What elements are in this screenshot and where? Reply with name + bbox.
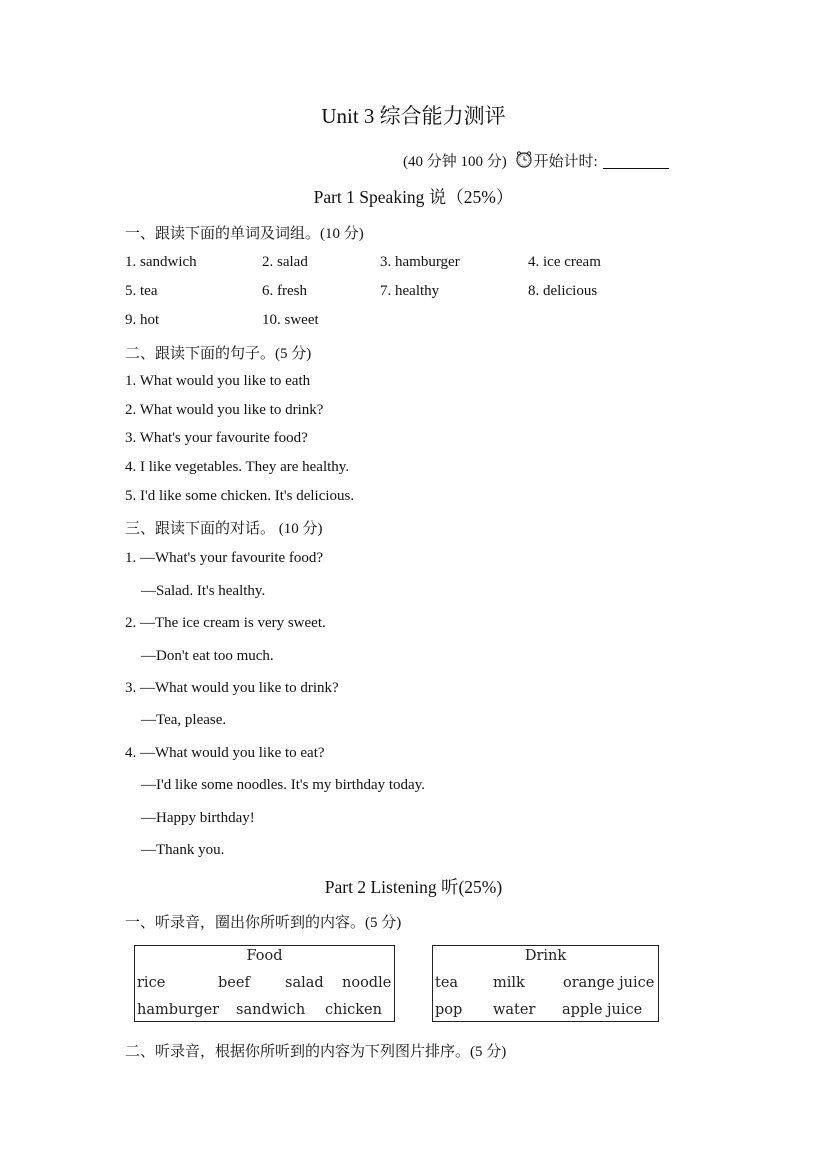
part2-heading: Part 2 Listening 听(25%) bbox=[324, 877, 503, 897]
timer-blank[interactable] bbox=[603, 154, 669, 169]
sentence-item: 3. What's your favourite food? bbox=[125, 430, 308, 446]
sentence-item: 5. I'd like some chicken. It's delicious. bbox=[125, 488, 355, 504]
word-item: 3. hamburger bbox=[380, 254, 460, 270]
word-item: 5. tea bbox=[125, 283, 158, 299]
word-item: 9. hot bbox=[125, 312, 160, 328]
drink-word[interactable]: orange juice bbox=[563, 975, 655, 991]
part1-heading: Part 1 Speaking 说（25%） bbox=[313, 187, 514, 207]
timer-label: 开始计时: bbox=[533, 154, 602, 170]
food-word[interactable]: noodle bbox=[342, 975, 392, 991]
sentence-item: 1. What would you like to eath bbox=[125, 373, 311, 389]
food-word[interactable]: beef bbox=[218, 975, 250, 991]
dialogue-line: —Don't eat too much. bbox=[141, 648, 274, 664]
part1-section2-instruction: 二、跟读下面的句子。(5 分) bbox=[125, 346, 312, 362]
dialogue-line: 3. —What would you like to drink? bbox=[125, 680, 339, 696]
test-meta bbox=[403, 150, 669, 171]
word-item: 7. healthy bbox=[380, 283, 440, 299]
dialogue-line: 1. —What's your favourite food? bbox=[125, 550, 324, 566]
dialogue-line: —Tea, please. bbox=[141, 712, 227, 728]
food-word[interactable]: rice bbox=[137, 975, 166, 991]
food-word[interactable]: chicken bbox=[325, 1002, 382, 1018]
dialogue-line: —I'd like some noodles. It's my birthday today. bbox=[141, 777, 425, 793]
word-item: 4. ice cream bbox=[528, 254, 601, 270]
part2-section2-instruction: 二、听录音，根据你所听到的内容为下列图片排序。(5 分) bbox=[125, 1044, 507, 1060]
clock-icon bbox=[515, 150, 533, 168]
word-item: 2. salad bbox=[262, 254, 308, 270]
drink-box-header: Drink bbox=[524, 948, 567, 964]
dialogue-line: —Salad. It's healthy. bbox=[141, 583, 266, 599]
dialogue-line: —Thank you. bbox=[141, 842, 225, 858]
dialogue-line: 2. —The ice cream is very sweet. bbox=[125, 615, 326, 631]
part2-section1-instruction: 一、听录音，圈出你所听到的内容。(5 分) bbox=[125, 915, 402, 931]
drink-word[interactable]: milk bbox=[493, 975, 525, 991]
word-item: 1. sandwich bbox=[125, 254, 197, 270]
part1-section3-instruction: 三、跟读下面的对话。 (10 分) bbox=[125, 521, 323, 537]
sentence-item: 2. What would you like to drink? bbox=[125, 402, 324, 418]
drink-word[interactable]: apple juice bbox=[562, 1002, 643, 1018]
dialogue-line: 4. —What would you like to eat? bbox=[125, 745, 325, 761]
sentence-item: 4. I like vegetables. They are healthy. bbox=[125, 459, 350, 475]
dialogue-line: —Happy birthday! bbox=[141, 810, 255, 826]
drink-word[interactable]: water bbox=[493, 1002, 536, 1018]
word-item: 6. fresh bbox=[262, 283, 307, 299]
drink-word[interactable]: pop bbox=[435, 1002, 463, 1018]
page-title: Unit 3 综合能力测评 bbox=[321, 104, 506, 128]
food-word[interactable]: hamburger bbox=[137, 1002, 220, 1018]
word-item: 10. sweet bbox=[262, 312, 319, 328]
food-box-header: Food bbox=[246, 948, 283, 964]
food-box bbox=[134, 945, 395, 1022]
drink-box bbox=[432, 945, 659, 1022]
drink-word[interactable]: tea bbox=[435, 975, 459, 991]
duration-score: (40 分钟 100 分) bbox=[403, 154, 507, 170]
food-word[interactable]: salad bbox=[285, 975, 324, 991]
food-word[interactable]: sandwich bbox=[236, 1002, 306, 1018]
part1-section1-instruction: 一、跟读下面的单词及词组。(10 分) bbox=[125, 226, 364, 242]
word-item: 8. delicious bbox=[528, 283, 598, 299]
